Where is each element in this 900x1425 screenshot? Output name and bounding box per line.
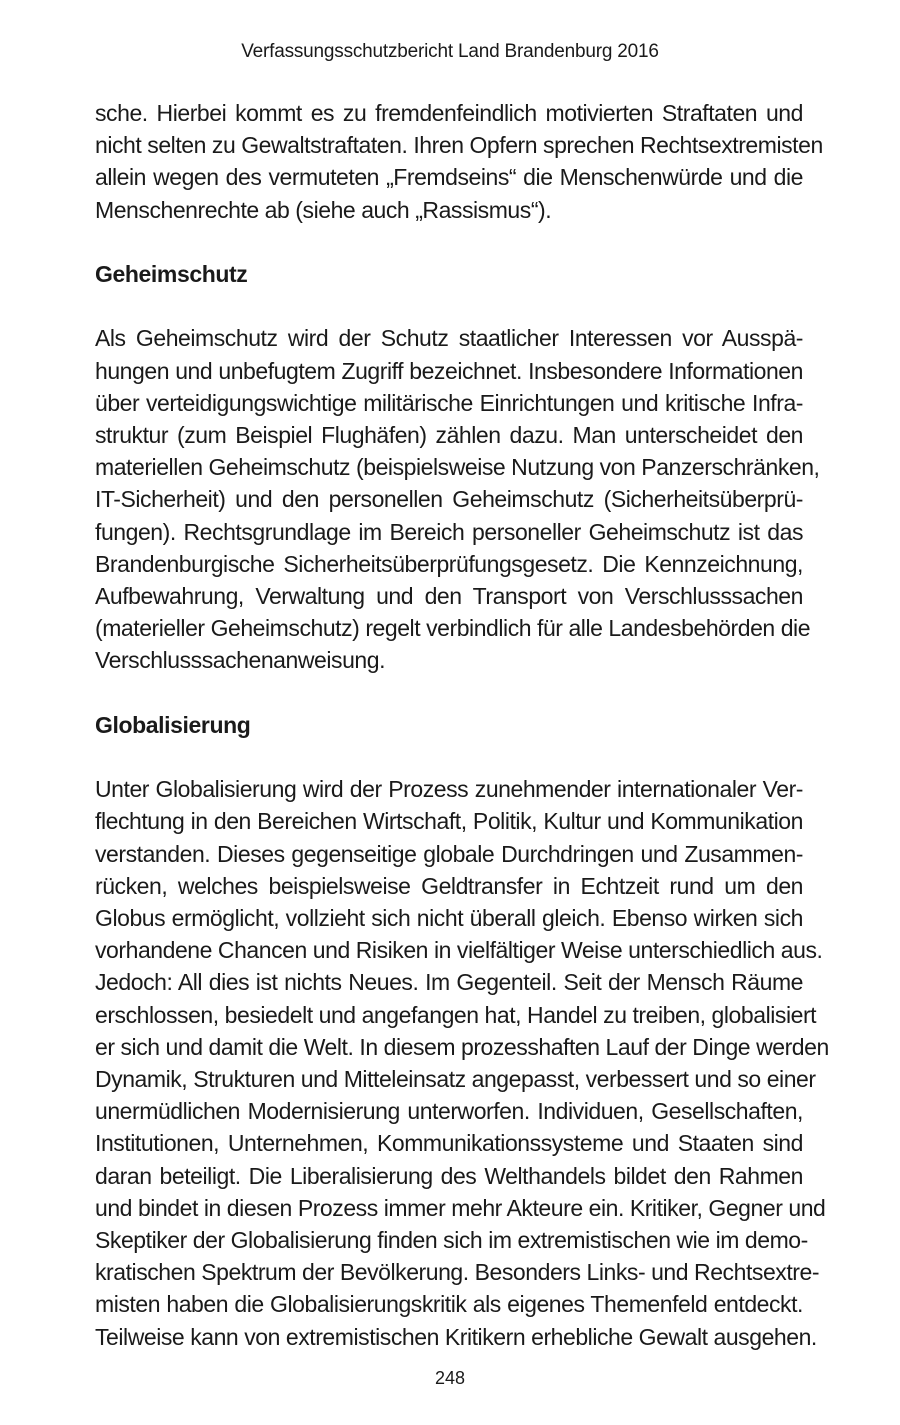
- text-line: sche. Hierbei kommt es zu fremdenfeindlich motivierten Straftaten und: [95, 100, 803, 126]
- text-line: allein wegen des vermuteten „Fremdseins“ die Menschenwürde und die: [95, 164, 803, 191]
- text-line: flechtung in den Bereichen Wirtschaft, Politik, Kultur und Kommunikation: [95, 808, 803, 835]
- text-line: daran beteiligt. Die Liberalisierung des Welthandels bildet den Rahmen: [95, 1162, 803, 1189]
- text-line: (materieller Geheimschutz) regelt verbindlich für alle Landesbehörden die: [95, 615, 811, 642]
- text-line: hungen und unbefugtem Zugriff bezeichnet. Insbesondere Informationen: [95, 357, 803, 384]
- text-line: struktur (zum Beispiel Flughäfen) zählen dazu. Man unterscheidet den: [95, 422, 803, 448]
- text-line: nicht selten zu Gewaltstraftaten. Ihren Opfern sprechen Rechtsextremisten: [95, 132, 823, 159]
- text-line: fungen). Rechtsgrundlage im Bereich personeller Geheimschutz ist das: [95, 518, 803, 545]
- text-line: erschlossen, besiedelt und angefangen hat, Handel zu treiben, globalisiert: [95, 1001, 817, 1028]
- text-line: Globus ermöglicht, vollzieht sich nicht überall gleich. Ebenso wirken sich: [95, 905, 803, 932]
- text-line: unermüdlichen Modernisierung unterworfen. Individuen, Gesellschaften,: [95, 1098, 803, 1125]
- text-line: Menschenrechte ab (siehe auch „Rassismus“).: [95, 196, 552, 223]
- text-line: er sich und damit die Welt. In diesem prozesshaften Lauf der Dinge werden: [95, 1033, 829, 1060]
- section-heading-geheimschutz: Geheimschutz: [95, 261, 248, 287]
- text-line: vorhandene Chancen und Risiken in vielfältiger Weise unterschiedlich aus.: [95, 937, 823, 964]
- text-line: Verschlusssachenanweisung.: [95, 647, 386, 674]
- text-line: und bindet in diesen Prozess immer mehr Akteure ein. Kritiker, Gegner und: [95, 1194, 826, 1221]
- text-line: Als Geheimschutz wird der Schutz staatlicher Interessen vor Ausspä-: [95, 325, 803, 352]
- page-number: 248: [434, 1368, 466, 1388]
- text-line: Aufbewahrung, Verwaltung und den Transport von Verschlusssachen: [95, 583, 803, 610]
- text-line: Jedoch: All dies ist nichts Neues. Im Gegenteil. Seit der Mensch Räume: [95, 969, 803, 996]
- text-line: verstanden. Dieses gegenseitige globale Durchdringen und Zusammen-: [95, 840, 803, 867]
- text-line: Dynamik, Strukturen und Mitteleinsatz angepasst, verbessert und so einer: [95, 1066, 816, 1093]
- text-line: Unter Globalisierung wird der Prozess zunehmender internationaler Ver-: [95, 776, 803, 803]
- paragraph-globalisierung: [95, 773, 829, 1353]
- text-line: Brandenburgische Sicherheitsüberprüfungsgesetz. Die Kennzeichnung,: [95, 550, 803, 577]
- intro-paragraph: [95, 97, 823, 226]
- text-line: IT-Sicherheit) und den personellen Geheimschutz (Sicherheitsüberprü-: [95, 486, 803, 513]
- running-header: Verfassungsschutzbericht Land Brandenburg 2016: [241, 41, 659, 62]
- text-line: kratischen Spektrum der Bevölkerung. Besonders Links- und Rechtsextre-: [95, 1259, 820, 1286]
- text-line: materiellen Geheimschutz (beispielsweise Nutzung von Panzerschränken,: [95, 454, 820, 481]
- page-body: [95, 97, 829, 1353]
- text-line: Skeptiker der Globalisierung finden sich im extremistischen wie im demo-: [95, 1227, 808, 1254]
- text-line: misten haben die Globalisierungskritik als eigenes Themenfeld entdeckt.: [95, 1291, 803, 1318]
- text-line: Institutionen, Unternehmen, Kommunikationssysteme und Staaten sind: [95, 1130, 803, 1157]
- section-heading-globalisierung: Globalisierung: [95, 711, 251, 738]
- text-line: Teilweise kann von extremistischen Kritikern erhebliche Gewalt ausgehen.: [95, 1323, 817, 1350]
- text-line: über verteidigungswichtige militärische Einrichtungen und kritische Infra-: [95, 389, 803, 416]
- text-line: rücken, welches beispielsweise Geldtransfer in Echtzeit rund um den: [95, 872, 803, 899]
- paragraph-geheimschutz: [95, 322, 820, 676]
